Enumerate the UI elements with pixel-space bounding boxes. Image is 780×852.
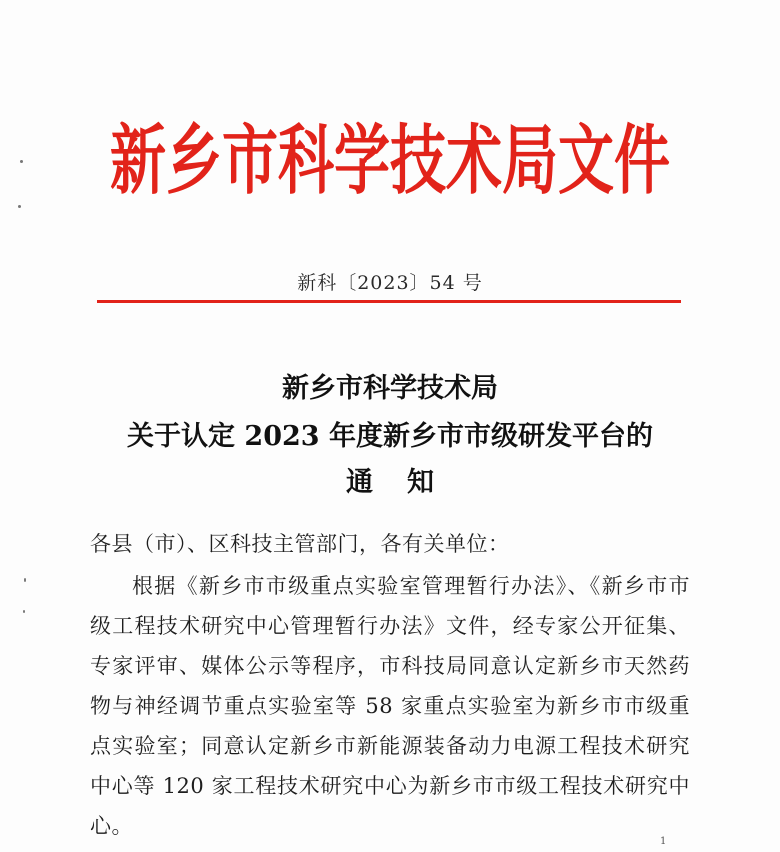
- salutation: 各县（市）、区科技主管部门，各有关单位：: [90, 532, 510, 556]
- page-number: 1: [660, 836, 667, 847]
- scan-speck: [18, 205, 21, 208]
- letterhead-title: 新乡市科学技术局文件: [110, 117, 670, 206]
- scan-speck: [20, 160, 23, 163]
- red-divider-line: [97, 300, 681, 303]
- notice-title-line-2: 关于认定 2023 年度新乡市市级研发平台的: [127, 421, 653, 452]
- scan-speck: [24, 578, 26, 582]
- notice-title-line-3: 通知: [346, 467, 468, 498]
- body-paragraph: 根据《新乡市市级重点实验室管理暂行办法》、《新乡市市级工程技术研究中心管理暂行办法》文件，经专家公开征集、专家评审、媒体公示等程序，市科技局同意认定新乡市天然药物与神经调节重点实验室等 58 家重点实验室为新乡市市级重点实验室；同意认定新乡市新能源装备动力电源工程技术研究中心等 120 家工程技术研究中心为新乡市市级工程技术研究中心。: [90, 574, 690, 838]
- notice-title-line-1: 新乡市科学技术局: [282, 373, 498, 404]
- document-number: 新科〔2023〕54 号: [297, 272, 483, 294]
- scan-speck: [23, 610, 25, 613]
